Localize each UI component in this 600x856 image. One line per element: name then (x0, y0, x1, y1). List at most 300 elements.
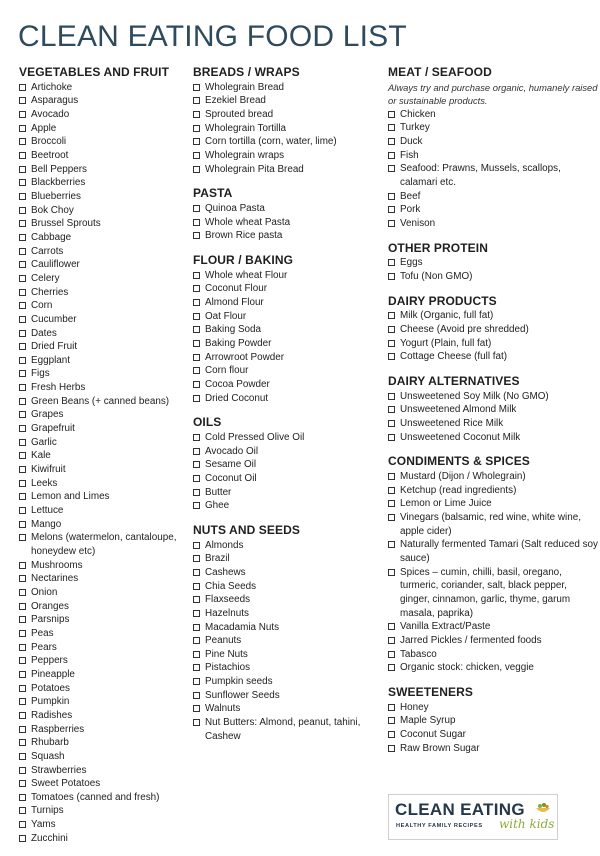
checkbox[interactable] (19, 521, 26, 528)
list-item (193, 108, 385, 122)
item-label: Blueberries (31, 190, 81, 202)
item-label: Eggplant (31, 354, 70, 366)
checkbox[interactable] (193, 555, 200, 562)
checkbox[interactable] (19, 152, 26, 159)
checkbox[interactable] (388, 312, 395, 319)
list-item (19, 572, 191, 586)
item-label: Wholegrain wraps (205, 149, 285, 161)
list-item (19, 641, 191, 655)
list-item (19, 245, 191, 259)
item-label: Avocado (31, 109, 70, 121)
checkbox[interactable] (19, 807, 26, 814)
item-list (193, 431, 385, 513)
list-item (388, 108, 598, 122)
list-item (193, 351, 385, 365)
list-item (193, 269, 385, 283)
list-item (19, 163, 191, 177)
checkbox[interactable] (19, 138, 26, 145)
list-item (193, 310, 385, 324)
checkbox[interactable] (19, 712, 26, 719)
list-item (19, 600, 191, 614)
item-label: Broccoli (31, 136, 67, 148)
checkbox[interactable] (388, 353, 395, 360)
item-label: Beetroot (31, 149, 69, 161)
checkbox[interactable] (388, 731, 395, 738)
checkbox[interactable] (388, 393, 395, 400)
checkbox[interactable] (19, 794, 26, 801)
checkbox[interactable] (19, 835, 26, 842)
checkbox[interactable] (19, 753, 26, 760)
item-label: Beef (400, 190, 421, 202)
list-item (388, 121, 598, 135)
checkbox[interactable] (19, 562, 26, 569)
item-label: Brown Rice pasta (205, 230, 283, 242)
checkbox[interactable] (388, 273, 395, 280)
item-label: Pumpkin (31, 696, 70, 708)
item-label: Baking Soda (205, 324, 262, 336)
checkbox[interactable] (19, 616, 26, 623)
list-item (19, 682, 191, 696)
item-list (193, 81, 385, 177)
list-item (388, 714, 598, 728)
item-label: Parsnips (31, 614, 70, 626)
item-label: Lemon or Lime Juice (400, 498, 492, 510)
checkbox[interactable] (193, 354, 200, 361)
checkbox[interactable] (19, 275, 26, 282)
checkbox[interactable] (19, 125, 26, 132)
item-label: Vinegars (balsamic, red wine, white wine, apple cider) (400, 511, 581, 537)
clean-eating-logo (388, 794, 558, 840)
checkbox[interactable] (388, 406, 395, 413)
checkbox[interactable] (193, 84, 200, 91)
section-heading: MEAT / SEAFOOD (388, 65, 492, 79)
list-item (388, 566, 598, 621)
item-label: Almond Flour (205, 296, 264, 308)
list-item (193, 675, 385, 689)
item-label: Cocoa Powder (205, 378, 270, 390)
checkbox[interactable] (388, 152, 395, 159)
item-list (388, 701, 598, 756)
item-label: Peanuts (205, 635, 242, 647)
item-label: Organic stock: chicken, veggie (400, 662, 534, 674)
list-item (193, 282, 385, 296)
section-heading: PASTA (193, 186, 233, 201)
checkbox[interactable] (193, 678, 200, 685)
checkbox[interactable] (193, 395, 200, 402)
checkbox[interactable] (388, 623, 395, 630)
checkbox[interactable] (193, 719, 200, 726)
list-item (19, 135, 191, 149)
list-item (193, 431, 385, 445)
item-label: Green Beans (+ canned beans) (31, 395, 170, 407)
checkbox[interactable] (19, 398, 26, 405)
item-label: Honey (400, 701, 429, 713)
list-item (19, 477, 191, 491)
list-item (19, 791, 191, 805)
list-item (193, 216, 385, 230)
checkbox[interactable] (19, 480, 26, 487)
checkbox[interactable] (19, 780, 26, 787)
list-item (193, 163, 385, 177)
item-label: Duck (400, 136, 423, 148)
list-item (19, 149, 191, 163)
checkbox[interactable] (193, 326, 200, 333)
checkbox[interactable] (193, 97, 200, 104)
checkbox[interactable] (388, 124, 395, 131)
checkbox[interactable] (193, 637, 200, 644)
checkbox[interactable] (193, 651, 200, 658)
list-item (388, 470, 598, 484)
item-label: Yogurt (Plain, full fat) (400, 337, 492, 349)
checkbox[interactable] (19, 370, 26, 377)
item-label: Coconut Flour (205, 283, 268, 295)
item-label: Wholegrain Bread (205, 81, 285, 93)
checkbox[interactable] (193, 272, 200, 279)
item-label: Blackberries (31, 177, 86, 189)
list-item (19, 408, 191, 422)
item-label: Cauliflower (31, 259, 80, 271)
checkbox[interactable] (388, 664, 395, 671)
item-label: Cold Pressed Olive Oil (205, 431, 305, 443)
checkbox[interactable] (19, 166, 26, 173)
checkbox[interactable] (388, 704, 395, 711)
item-label: Peas (31, 627, 54, 639)
item-list (388, 470, 598, 675)
checkbox[interactable] (388, 637, 395, 644)
checkbox[interactable] (19, 179, 26, 186)
checkbox[interactable] (193, 502, 200, 509)
item-label: Unsweetened Rice Milk (400, 417, 504, 429)
checkbox[interactable] (193, 299, 200, 306)
checkbox[interactable] (388, 220, 395, 227)
column-2 (193, 66, 385, 754)
checkbox[interactable] (193, 448, 200, 455)
checkbox[interactable] (19, 261, 26, 268)
item-label: Cashews (205, 566, 246, 578)
checkbox[interactable] (193, 610, 200, 617)
checkbox[interactable] (19, 302, 26, 309)
list-item (193, 621, 385, 635)
checkbox[interactable] (19, 821, 26, 828)
checkbox[interactable] (388, 111, 395, 118)
checkbox[interactable] (19, 193, 26, 200)
list-item (19, 559, 191, 573)
checkbox[interactable] (19, 316, 26, 323)
list-item (19, 108, 191, 122)
checkbox[interactable] (19, 207, 26, 214)
list-item (388, 270, 598, 284)
list-item (388, 497, 598, 511)
item-label: Ghee (205, 500, 230, 512)
section-sweeteners (388, 686, 598, 755)
item-label: Grapefruit (31, 423, 75, 435)
list-item (388, 203, 598, 217)
checkbox[interactable] (19, 630, 26, 637)
section-condiments-spices (388, 455, 598, 675)
checkbox[interactable] (388, 206, 395, 213)
checkbox[interactable] (19, 644, 26, 651)
item-label: Naturally fermented Tamari (Salt reduced soy sauce) (400, 539, 598, 564)
section-heading: BREADS / WRAPS (193, 65, 300, 79)
list-item (388, 309, 598, 323)
checkbox[interactable] (388, 340, 395, 347)
list-item (193, 392, 385, 406)
list-item (388, 256, 598, 270)
list-item (193, 539, 385, 553)
checkbox[interactable] (388, 420, 395, 427)
checkbox[interactable] (19, 698, 26, 705)
checkbox[interactable] (388, 259, 395, 266)
item-list (388, 390, 598, 445)
bowl-icon (535, 800, 551, 816)
item-label: Cherries (31, 286, 69, 298)
section-other-protein (388, 242, 598, 284)
item-label: Nectarines (31, 573, 79, 585)
item-label: Avocado Oil (205, 445, 259, 457)
checkbox[interactable] (193, 583, 200, 590)
item-label: Pork (400, 204, 421, 216)
section-heading: OILS (193, 415, 222, 430)
item-label: Raw Brown Sugar (400, 742, 480, 754)
checkbox[interactable] (193, 542, 200, 549)
section-heading: NUTS AND SEEDS (193, 522, 300, 537)
checkbox[interactable] (193, 125, 200, 132)
list-item (19, 764, 191, 778)
item-label: Walnuts (205, 703, 241, 715)
item-label: Grapes (31, 409, 64, 421)
item-label: Corn (31, 300, 53, 312)
list-item (19, 231, 191, 245)
item-label: Zucchini (31, 832, 68, 844)
checkbox[interactable] (388, 165, 395, 172)
list-item (193, 149, 385, 163)
checkbox[interactable] (19, 739, 26, 746)
checkbox[interactable] (19, 425, 26, 432)
checkbox[interactable] (19, 384, 26, 391)
checkbox[interactable] (19, 97, 26, 104)
list-item (19, 94, 191, 108)
checkbox[interactable] (388, 569, 395, 576)
item-label: Dried Fruit (31, 341, 78, 353)
list-item (193, 499, 385, 513)
checkbox[interactable] (19, 439, 26, 446)
checkbox[interactable] (193, 232, 200, 239)
item-label: Milk (Organic, full fat) (400, 310, 494, 322)
item-label: Unsweetened Soy Milk (No GMO) (400, 390, 549, 402)
list-item (388, 728, 598, 742)
item-list (193, 539, 385, 744)
item-label: Unsweetened Almond Milk (400, 404, 517, 416)
checkbox[interactable] (19, 330, 26, 337)
item-label: Coconut Oil (205, 472, 257, 484)
item-label: Garlic (31, 436, 57, 448)
item-label: Vanilla Extract/Paste (400, 621, 491, 633)
checkbox[interactable] (193, 461, 200, 468)
item-label: Fish (400, 149, 419, 161)
list-item (19, 804, 191, 818)
checkbox[interactable] (19, 534, 26, 541)
checkbox[interactable] (193, 596, 200, 603)
checkbox[interactable] (19, 507, 26, 514)
item-label: Wholegrain Pita Bread (205, 163, 304, 175)
section-dairy-products (388, 295, 598, 364)
checkbox[interactable] (19, 603, 26, 610)
checkbox[interactable] (388, 193, 395, 200)
item-label: Cabbage (31, 231, 72, 243)
checkbox[interactable] (193, 111, 200, 118)
checkbox[interactable] (193, 166, 200, 173)
item-label: Apple (31, 122, 57, 134)
logo-script: with kids (499, 817, 555, 831)
item-label: Melons (watermelon, cantaloupe, honeydew etc) (31, 532, 177, 558)
checkbox[interactable] (193, 569, 200, 576)
checkbox[interactable] (388, 651, 395, 658)
list-item (19, 258, 191, 272)
item-label: Cottage Cheese (full fat) (400, 351, 508, 363)
item-label: Artichoke (31, 81, 73, 93)
checkbox[interactable] (388, 487, 395, 494)
checkbox[interactable] (193, 367, 200, 374)
list-item (19, 654, 191, 668)
checkbox[interactable] (193, 340, 200, 347)
checkbox[interactable] (388, 326, 395, 333)
checkbox[interactable] (193, 152, 200, 159)
list-item (19, 695, 191, 709)
checkbox[interactable] (19, 575, 26, 582)
list-item (19, 299, 191, 313)
checkbox[interactable] (193, 219, 200, 226)
item-label: Pine Nuts (205, 648, 248, 660)
checkbox[interactable] (19, 343, 26, 350)
checkbox[interactable] (19, 111, 26, 118)
checkbox[interactable] (193, 434, 200, 441)
checkbox[interactable] (388, 745, 395, 752)
item-label: Sesame Oil (205, 459, 257, 471)
list-item (193, 486, 385, 500)
item-label: Pineapple (31, 668, 75, 680)
checkbox[interactable] (19, 466, 26, 473)
item-label: Jarred Pickles / fermented foods (400, 634, 542, 646)
section-vegetables-and-fruit (19, 66, 191, 845)
section-oils (193, 416, 385, 513)
checkbox[interactable] (19, 289, 26, 296)
checkbox[interactable] (19, 767, 26, 774)
checkbox[interactable] (388, 500, 395, 507)
checkbox[interactable] (193, 205, 200, 212)
list-item (193, 296, 385, 310)
item-label: Pears (31, 641, 57, 653)
checkbox[interactable] (388, 434, 395, 441)
checkbox[interactable] (19, 234, 26, 241)
item-label: Flaxseeds (205, 594, 251, 606)
checkbox[interactable] (19, 671, 26, 678)
list-item (388, 323, 598, 337)
checkbox[interactable] (19, 589, 26, 596)
checkbox[interactable] (193, 381, 200, 388)
item-list (388, 108, 598, 231)
checkbox[interactable] (193, 475, 200, 482)
list-item (193, 580, 385, 594)
list-item (19, 490, 191, 504)
section-heading: DAIRY ALTERNATIVES (388, 373, 520, 388)
list-item (193, 202, 385, 216)
checkbox[interactable] (19, 248, 26, 255)
list-item (19, 832, 191, 846)
checkbox[interactable] (19, 452, 26, 459)
checkbox[interactable] (388, 473, 395, 480)
list-item (19, 422, 191, 436)
checkbox[interactable] (388, 138, 395, 145)
column-3 (388, 66, 598, 766)
item-label: Carrots (31, 245, 64, 257)
item-label: Mango (31, 518, 62, 530)
list-item (388, 390, 598, 404)
list-item (19, 613, 191, 627)
checkbox[interactable] (388, 717, 395, 724)
checkbox[interactable] (19, 357, 26, 364)
item-label: Fresh Herbs (31, 382, 86, 394)
checkbox[interactable] (193, 705, 200, 712)
item-label: Dates (31, 327, 57, 339)
list-item (388, 149, 598, 163)
list-item (193, 716, 385, 743)
list-item (388, 217, 598, 231)
logo-wordmark: CLEAN EATING (395, 800, 525, 819)
checkbox[interactable] (388, 514, 395, 521)
section-heading: SWEETENERS (388, 684, 474, 699)
item-label: Bell Peppers (31, 163, 87, 175)
list-item (19, 272, 191, 286)
list-item (388, 162, 598, 189)
checkbox[interactable] (193, 664, 200, 671)
checkbox[interactable] (19, 84, 26, 91)
checkbox[interactable] (193, 285, 200, 292)
checkbox[interactable] (193, 138, 200, 145)
item-label: Pistachios (205, 662, 251, 674)
checkbox[interactable] (19, 685, 26, 692)
item-label: Baking Powder (205, 337, 272, 349)
list-item (388, 620, 598, 634)
list-item (19, 286, 191, 300)
list-item (193, 634, 385, 648)
list-item (193, 81, 385, 95)
section-meat-seafood (388, 66, 598, 231)
item-list (193, 202, 385, 243)
item-label: Celery (31, 272, 60, 284)
checkbox[interactable] (193, 692, 200, 699)
item-label: Venison (400, 217, 436, 229)
checkbox[interactable] (19, 493, 26, 500)
checkbox[interactable] (193, 624, 200, 631)
item-label: Sprouted bread (205, 109, 274, 121)
item-label: Unsweetened Coconut Milk (400, 431, 521, 443)
item-label: Figs (31, 368, 50, 380)
item-label: Chia Seeds (205, 580, 257, 592)
item-list (388, 256, 598, 283)
checkbox[interactable] (19, 726, 26, 733)
checkbox[interactable] (19, 411, 26, 418)
checkbox[interactable] (193, 489, 200, 496)
item-label: Squash (31, 750, 65, 762)
checkbox[interactable] (388, 541, 395, 548)
checkbox[interactable] (19, 220, 26, 227)
item-label: Quinoa Pasta (205, 203, 265, 214)
checkbox[interactable] (19, 657, 26, 664)
section-heading: FLOUR / BAKING (193, 252, 294, 267)
list-item (19, 354, 191, 368)
list-item (388, 538, 598, 565)
checkbox[interactable] (193, 313, 200, 320)
